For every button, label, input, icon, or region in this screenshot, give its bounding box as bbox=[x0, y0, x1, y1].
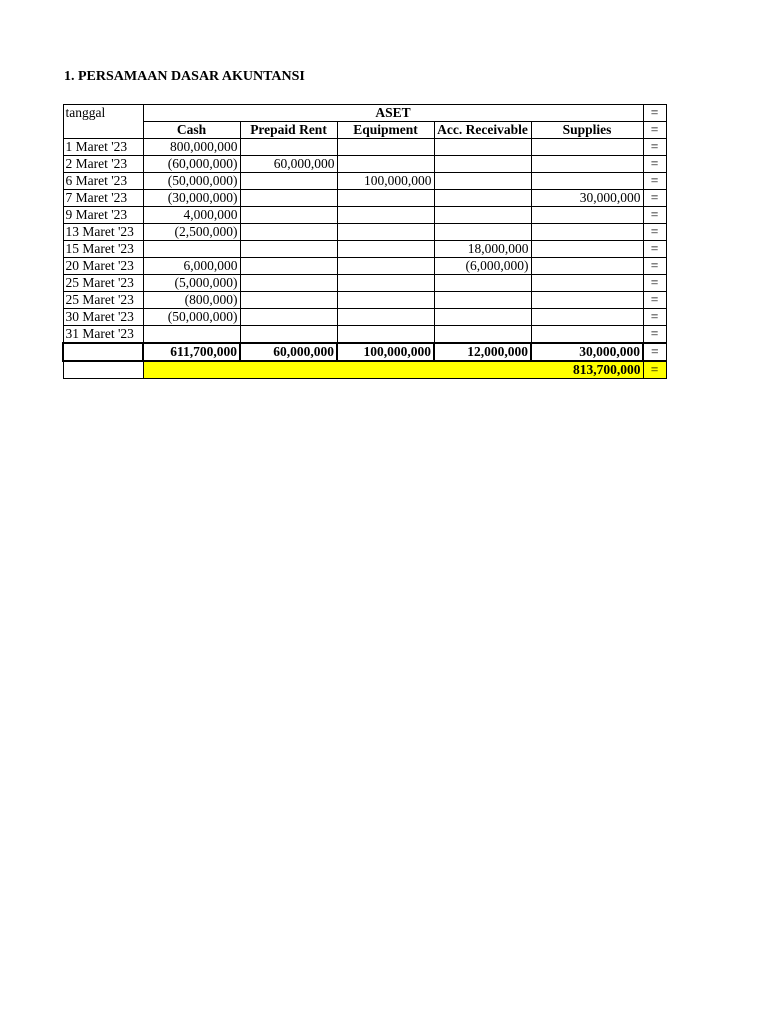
acc-receivable-cell[interactable] bbox=[434, 173, 531, 190]
supplies-cell[interactable] bbox=[531, 139, 643, 156]
prepaid-rent-cell[interactable] bbox=[240, 309, 337, 326]
grand-total-row bbox=[63, 361, 666, 379]
date-cell[interactable]: 25 Maret '23 bbox=[63, 275, 143, 292]
equipment-cell[interactable] bbox=[337, 207, 434, 224]
equipment-cell[interactable] bbox=[337, 309, 434, 326]
acc-receivable-cell[interactable] bbox=[434, 309, 531, 326]
cash-cell[interactable]: (60,000,000) bbox=[143, 156, 240, 173]
supplies-cell[interactable] bbox=[531, 173, 643, 190]
prepaid-rent-cell[interactable] bbox=[240, 241, 337, 258]
supplies-cell[interactable]: 30,000,000 bbox=[531, 190, 643, 207]
cash-cell[interactable] bbox=[143, 241, 240, 258]
date-cell[interactable]: 2 Maret '23 bbox=[63, 156, 143, 173]
table-row bbox=[63, 309, 666, 326]
date-cell[interactable]: 20 Maret '23 bbox=[63, 258, 143, 275]
prepaid-rent-cell[interactable] bbox=[240, 207, 337, 224]
equals-cell[interactable]: = bbox=[643, 292, 666, 309]
acc-receivable-cell[interactable] bbox=[434, 156, 531, 173]
acc-receivable-cell[interactable] bbox=[434, 275, 531, 292]
cash-cell[interactable] bbox=[143, 326, 240, 344]
prepaid-rent-cell[interactable] bbox=[240, 139, 337, 156]
equipment-cell[interactable] bbox=[337, 258, 434, 275]
equals-cell[interactable]: = bbox=[643, 343, 666, 361]
date-cell[interactable]: 31 Maret '23 bbox=[63, 326, 143, 344]
asset-group-header[interactable]: ASET bbox=[143, 105, 643, 122]
equals-cell[interactable]: = bbox=[643, 241, 666, 258]
table-row bbox=[63, 292, 666, 309]
table-row bbox=[63, 275, 666, 292]
equipment-cell[interactable] bbox=[337, 190, 434, 207]
total-supplies[interactable]: 30,000,000 bbox=[531, 343, 643, 361]
equals-cell[interactable]: = bbox=[643, 190, 666, 207]
date-cell[interactable]: 7 Maret '23 bbox=[63, 190, 143, 207]
prepaid-rent-cell[interactable] bbox=[240, 292, 337, 309]
equals-cell[interactable]: = bbox=[643, 326, 666, 344]
table-row bbox=[63, 156, 666, 173]
header-row-columns bbox=[63, 122, 666, 139]
equipment-cell[interactable]: 100,000,000 bbox=[337, 173, 434, 190]
acc-receivable-cell[interactable]: 18,000,000 bbox=[434, 241, 531, 258]
table-row bbox=[63, 207, 666, 224]
cash-cell[interactable]: 800,000,000 bbox=[143, 139, 240, 156]
totals-row bbox=[63, 343, 666, 361]
acc-receivable-cell[interactable] bbox=[434, 326, 531, 344]
grand-total-equals[interactable]: = bbox=[643, 361, 666, 379]
prepaid-rent-cell[interactable] bbox=[240, 173, 337, 190]
column-header-acc-receivable[interactable]: Acc. Receivable bbox=[434, 122, 531, 139]
header-row-group bbox=[63, 105, 666, 122]
equals-cell[interactable]: = bbox=[643, 224, 666, 241]
column-header-equipment[interactable]: Equipment bbox=[337, 122, 434, 139]
total-cash[interactable]: 611,700,000 bbox=[143, 343, 240, 361]
acc-receivable-cell[interactable] bbox=[434, 207, 531, 224]
grand-total-label-cell[interactable] bbox=[63, 361, 143, 379]
prepaid-rent-cell[interactable] bbox=[240, 326, 337, 344]
supplies-cell[interactable] bbox=[531, 207, 643, 224]
equipment-cell[interactable] bbox=[337, 224, 434, 241]
equipment-cell[interactable] bbox=[337, 326, 434, 344]
supplies-cell[interactable] bbox=[531, 156, 643, 173]
column-header-cash[interactable]: Cash bbox=[143, 122, 240, 139]
cash-cell[interactable]: 4,000,000 bbox=[143, 207, 240, 224]
supplies-cell[interactable] bbox=[531, 275, 643, 292]
equipment-cell[interactable] bbox=[337, 139, 434, 156]
equals-cell[interactable]: = bbox=[643, 258, 666, 275]
prepaid-rent-cell[interactable] bbox=[240, 258, 337, 275]
equals-cell[interactable]: = bbox=[643, 173, 666, 190]
acc-receivable-cell[interactable] bbox=[434, 292, 531, 309]
acc-receivable-cell[interactable]: (6,000,000) bbox=[434, 258, 531, 275]
date-cell[interactable]: 13 Maret '23 bbox=[63, 224, 143, 241]
supplies-cell[interactable] bbox=[531, 258, 643, 275]
total-equipment[interactable]: 100,000,000 bbox=[337, 343, 434, 361]
acc-receivable-cell[interactable] bbox=[434, 190, 531, 207]
equipment-cell[interactable] bbox=[337, 156, 434, 173]
equipment-cell[interactable] bbox=[337, 241, 434, 258]
table-row bbox=[63, 326, 666, 344]
cash-cell[interactable]: (5,000,000) bbox=[143, 275, 240, 292]
table-row bbox=[63, 190, 666, 207]
equals-cell[interactable]: = bbox=[643, 275, 666, 292]
total-prepaid-rent[interactable]: 60,000,000 bbox=[240, 343, 337, 361]
prepaid-rent-cell[interactable] bbox=[240, 275, 337, 292]
date-cell[interactable]: 6 Maret '23 bbox=[63, 173, 143, 190]
acc-receivable-cell[interactable] bbox=[434, 224, 531, 241]
table-row bbox=[63, 173, 666, 190]
grand-total-value[interactable]: 813,700,000 bbox=[143, 361, 643, 379]
table-row bbox=[63, 224, 666, 241]
supplies-cell[interactable] bbox=[531, 292, 643, 309]
column-header-prepaid-rent[interactable]: Prepaid Rent bbox=[240, 122, 337, 139]
supplies-cell[interactable] bbox=[531, 241, 643, 258]
equals-cell[interactable]: = bbox=[643, 139, 666, 156]
cash-cell[interactable]: (50,000,000) bbox=[143, 173, 240, 190]
date-cell[interactable]: 1 Maret '23 bbox=[63, 139, 143, 156]
cash-cell[interactable]: (800,000) bbox=[143, 292, 240, 309]
equipment-cell[interactable] bbox=[337, 275, 434, 292]
equals-cell[interactable]: = bbox=[643, 156, 666, 173]
page-title: 1. PERSAMAAN DASAR AKUNTANSI bbox=[64, 69, 305, 84]
supplies-cell[interactable] bbox=[531, 326, 643, 344]
date-cell[interactable]: 9 Maret '23 bbox=[63, 207, 143, 224]
acc-receivable-cell[interactable] bbox=[434, 139, 531, 156]
supplies-cell[interactable] bbox=[531, 309, 643, 326]
table-row bbox=[63, 139, 666, 156]
date-header-label: tanggal bbox=[65, 105, 106, 120]
prepaid-rent-cell[interactable] bbox=[240, 190, 337, 207]
date-header-cell[interactable] bbox=[63, 105, 143, 139]
equals-cell[interactable]: = bbox=[643, 105, 666, 122]
total-acc-receivable[interactable]: 12,000,000 bbox=[434, 343, 531, 361]
date-cell[interactable]: 30 Maret '23 bbox=[63, 309, 143, 326]
table-row bbox=[63, 258, 666, 275]
cash-cell[interactable]: (30,000,000) bbox=[143, 190, 240, 207]
table-row bbox=[63, 241, 666, 258]
equals-cell[interactable]: = bbox=[643, 122, 666, 139]
equals-cell[interactable]: = bbox=[643, 309, 666, 326]
supplies-cell[interactable] bbox=[531, 224, 643, 241]
cash-cell[interactable]: (2,500,000) bbox=[143, 224, 240, 241]
accounting-equation-table bbox=[62, 104, 667, 379]
equipment-cell[interactable] bbox=[337, 292, 434, 309]
equals-cell[interactable]: = bbox=[643, 207, 666, 224]
totals-label-cell[interactable] bbox=[63, 343, 143, 361]
date-cell[interactable]: 25 Maret '23 bbox=[63, 292, 143, 309]
cash-cell[interactable]: (50,000,000) bbox=[143, 309, 240, 326]
cash-cell[interactable]: 6,000,000 bbox=[143, 258, 240, 275]
prepaid-rent-cell[interactable] bbox=[240, 224, 337, 241]
date-cell[interactable]: 15 Maret '23 bbox=[63, 241, 143, 258]
column-header-supplies[interactable]: Supplies bbox=[531, 122, 643, 139]
prepaid-rent-cell[interactable]: 60,000,000 bbox=[240, 156, 337, 173]
